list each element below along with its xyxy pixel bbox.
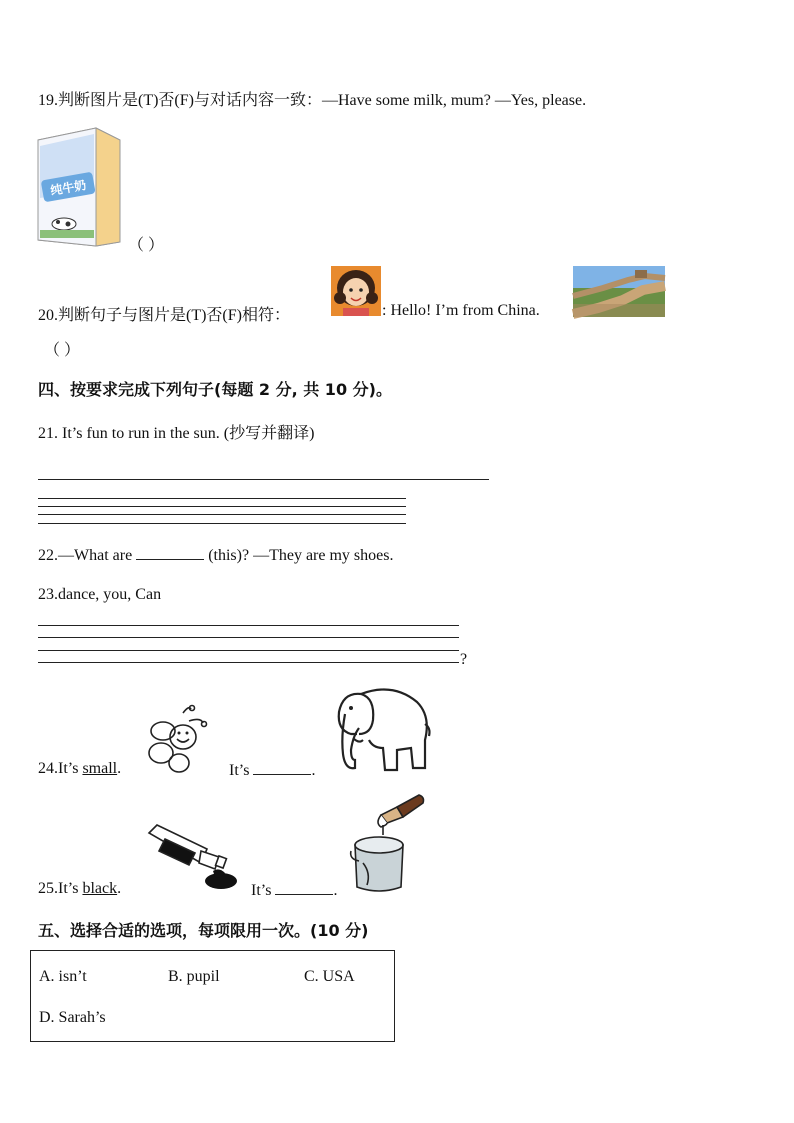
q19-text: 19.判断图片是(T)否(F)与对话内容一致：—Have some milk, mum? —Yes, please. xyxy=(38,92,587,109)
q25-prefix: 25.It’s xyxy=(38,880,83,897)
q23-writing-line[interactable] xyxy=(38,650,459,651)
q22-blank[interactable] xyxy=(136,545,204,560)
bee-image xyxy=(145,703,209,775)
q22-text-start: 22.—What are xyxy=(38,547,133,564)
q25-keyword: black xyxy=(82,880,118,897)
q21-answer-line[interactable] xyxy=(38,479,489,480)
option-c: C. USA xyxy=(304,968,355,985)
q19-answer-bracket: （ ） xyxy=(128,237,165,254)
q25-second-text: It’s xyxy=(251,882,272,899)
q21-text: 21. It’s fun to run in the sun. (抄写并翻译) xyxy=(38,425,315,442)
elephant-image xyxy=(333,684,433,774)
q21-writing-line[interactable] xyxy=(38,523,406,524)
q24-blank[interactable] xyxy=(253,760,311,775)
milk-carton-image xyxy=(36,126,122,248)
great-wall-image xyxy=(573,266,665,317)
q23-writing-line[interactable] xyxy=(38,625,459,626)
q25-suffix: . xyxy=(117,880,122,897)
q24-prefix: 24.It’s xyxy=(38,760,83,777)
q23-writing-line[interactable] xyxy=(38,662,459,663)
q25-blank[interactable] xyxy=(275,880,333,895)
q20-prefix: 20.判断句子与图片是(T)否(F)相符： xyxy=(38,307,290,324)
q23-text: 23.dance, you, Can xyxy=(38,586,162,603)
q21-writing-line[interactable] xyxy=(38,514,406,515)
q21-writing-line[interactable] xyxy=(38,498,406,499)
q24-second-text: It’s xyxy=(229,762,250,779)
q20-answer-bracket: （ ） xyxy=(44,342,81,359)
girl-avatar-image xyxy=(331,266,381,316)
option-a: A. isn’t xyxy=(39,968,87,985)
option-b: B. pupil xyxy=(168,968,220,985)
q24-keyword: small xyxy=(82,760,118,777)
q24-end: . xyxy=(311,762,316,779)
milk-carton-label: 纯牛奶 xyxy=(49,177,88,198)
q23-question-mark: ? xyxy=(460,651,468,668)
q24-suffix: . xyxy=(117,760,122,777)
q20-sentence: : Hello! I’m from China. xyxy=(382,302,540,319)
q23-writing-line[interactable] xyxy=(38,637,459,638)
section-4-title: 四、按要求完成下列句子(每题 2 分, 共 10 分)。 xyxy=(38,380,392,399)
q25-end: . xyxy=(333,882,338,899)
section-5-title: 五、选择合适的选项，每项限用一次。(10 分) xyxy=(38,921,369,940)
paint-tube-image xyxy=(145,823,240,895)
q21-writing-line[interactable] xyxy=(38,506,406,507)
options-box xyxy=(30,950,395,1042)
paint-bucket-brush-image xyxy=(345,793,427,895)
option-d: D. Sarah’s xyxy=(39,1009,106,1026)
q22-text-end: (this)? —They are my shoes. xyxy=(208,547,394,564)
